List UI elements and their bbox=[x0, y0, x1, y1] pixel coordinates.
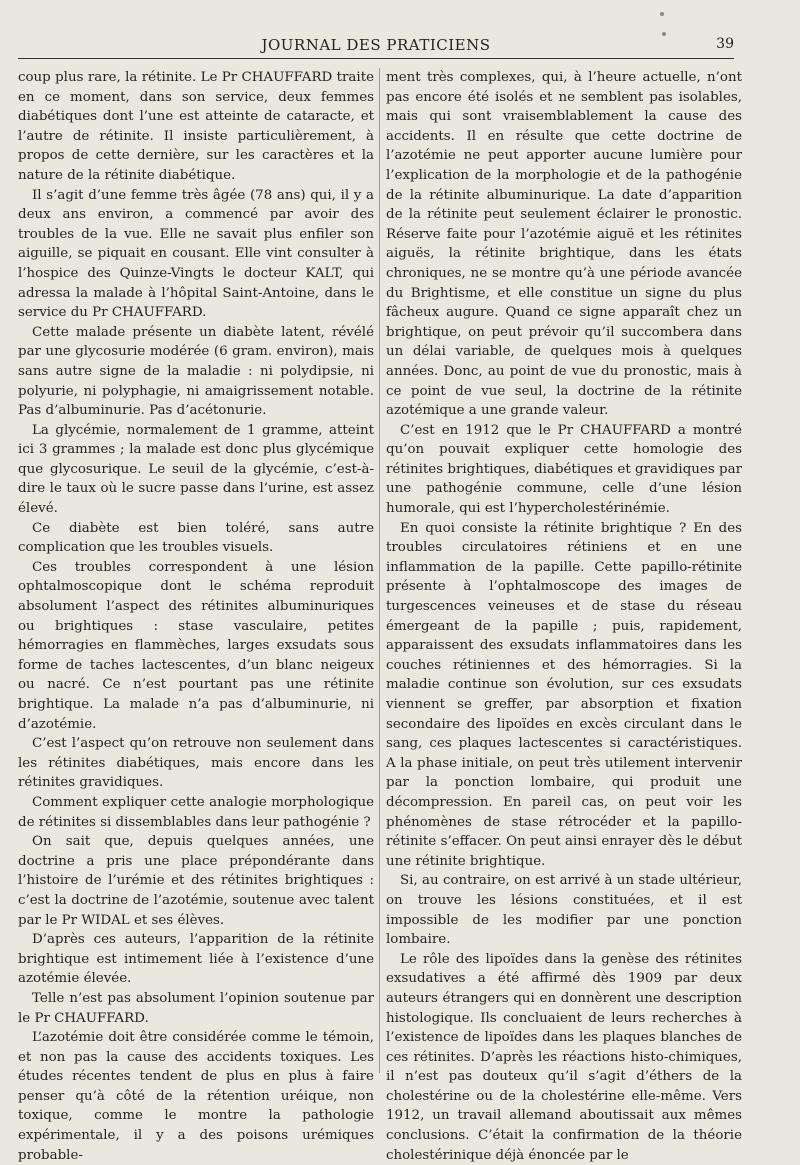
paragraph: ment très complexes, qui, à l’heure actuelle, n’ont pas encore été isolés et ne semblent pas isolables, mais qui sont vraisemblablement la cause des accidents. Il en résulte que cette doctrine de l’azotémie ne peut apporter aucune lumière pour l’explication de la morphologie et de la pathogénie de la rétinite albuminurique. La date d’apparition de la rétinite peut seulement éclairer le pronostic. Réserve faite pour l’azotémie aiguë et les rétinites aiguës, la rétinite brightique, dans les états chroniques, ne se montre qu’à une période avancée du Brightisme, et elle constitue un signe du plus fâcheux augure. Quand ce signe apparaît chez un brightique, on peut prévoir qu’il succombera dans un délai variable, de quelques mois à quelques années. Donc, au point de vue du pronostic, mais à ce point de vue seul, la doctrine de la rétinite azotémique a une grande valeur. bbox=[386, 70, 742, 419]
paragraph: coup plus rare, la rétinite. Le Pr CHAUFFARD traite en ce moment, dans son service, deux femmes diabétiques dont l’une est atteinte de cataracte, et l’autre de rétinite. Il insiste particulièrement, à propos de cette dernière, sur les caractères et la nature de la rétinite diabétique. bbox=[18, 70, 374, 183]
paragraph: C’est l’aspect qu’on retrouve non seulement dans les rétinites diabétiques, mais encore dans les rétinites gravidiques. bbox=[18, 736, 374, 791]
paragraph: D’après ces auteurs, l’apparition de la rétinite brightique est intimement liée à l’existence d’une azotémie élevée. bbox=[18, 932, 374, 987]
column-divider bbox=[379, 68, 380, 1073]
paragraph: Telle n’est pas absolument l’opinion soutenue par le Pr CHAUFFARD. bbox=[18, 990, 374, 1026]
page-number: 39 bbox=[716, 36, 734, 52]
ink-speck bbox=[662, 32, 666, 36]
ink-speck bbox=[660, 12, 664, 16]
paragraph: Si, au contraire, on est arrivé à un stade ultérieur, on trouve les lésions constituées, et il est impossible de les modifier par une ponction lombaire. bbox=[386, 873, 742, 948]
paragraph: Comment expliquer cette analogie morphologique de rétinites si dissemblables dans leur pathogénie ? bbox=[18, 794, 374, 830]
paragraph: En quoi consiste la rétinite brightique ? En des troubles circulatoires rétiniens et en une inflammation de la papille. Cette papillo-rétinite présente à l’ophtalmoscope des images de turgescences veineuses et de stase du réseau émergeant de la papille ; puis, rapidement, apparaissent des exsudats inflammatoires dans les couches rétiniennes et des hémorragies. Si la maladie continue son évolution, sur ces exsudats viennent se greffer, par absorption et fixation secondaire des lipoïdes en excès circulant dans le sang, ces plaques lactescentes si caractéristiques. A la phase initiale, on peut très utilement intervenir par la ponction lombaire, qui produit une décompression. En pareil cas, on peut voir les phénomènes de stase rétrocéder et la papillo-rétinite s’effacer. On peut ainsi enrayer dès le début une rétinite brightique. bbox=[386, 520, 742, 869]
paragraph: Cette malade présente un diabète latent, révélé par une glycosurie modérée (6 gram. environ), mais sans autre signe de la maladie : ni polydipsie, ni polyurie, ni polyphagie, ni amaigrissement notable. Pas d’albuminurie. Pas d’acétonurie. bbox=[18, 324, 374, 419]
paragraph: Ce diabète est bien toléré, sans autre complication que les troubles visuels. bbox=[18, 520, 374, 556]
paragraph: On sait que, depuis quelques années, une doctrine a pris une place prépondérante dans l’histoire de l’urémie et des rétinites brightiques : c’est la doctrine de l’azotémie, soutenue avec talent par le Pr WIDAL et ses élèves. bbox=[18, 834, 374, 928]
paragraph: Le rôle des lipoïdes dans la genèse des rétinites exsudatives a été affirmé dès 1909 par deux auteurs étrangers qui en donnèrent une description histologique. Ils concluaient de leurs recherches à l’existence de lipoïdes dans les plaques blanches de ces rétinites. D’après les réactions histo-chimiques, il n’est pas douteux qu’il s’agit d’éthers de la cholestérine ou de la cholestérine elle-même. Vers 1912, un travail allemand aboutissait aux mêmes conclusions. C’était la confirmation de la théorie cholestérinique déjà énoncée par le bbox=[386, 951, 742, 1163]
paragraph: L’azotémie doit être considérée comme le témoin, et non pas la cause des accidents toxiques. Les études récentes tendent de plus en plus à faire penser qu’à côté de la rétention uréique, non toxique, comme le montre la pathologie expérimentale, il y a des poisons urémiques probable- bbox=[18, 1030, 374, 1163]
right-column bbox=[386, 68, 742, 1165]
journal-title: JOURNAL DES PRATICIENS bbox=[261, 36, 491, 54]
paragraph: Il s’agit d’une femme très âgée (78 ans) qui, il y a deux ans environ, a commencé par avoir des troubles de la vue. Elle ne savait plus enfiler son aiguille, se piquait en cousant. Elle vint consulter à l’hospice des Quinze-Vingts le docteur KALT, qui adressa la malade à l’hôpital Saint-Antoine, dans le service du Pr CHAUFFARD. bbox=[18, 187, 374, 321]
paragraph: Ces troubles correspondent à une lésion ophtalmoscopique dont le schéma reproduit absolument l’aspect des rétinites albuminuriques ou brightiques : stase vasculaire, petites hémorragies en flammèches, larges exsudats sous forme de taches lactescentes, d’un blanc neigeux ou nacré. Ce n’est pourtant pas une rétinite brightique. La malade n’a pas d’albuminurie, ni d’azotémie. bbox=[18, 559, 374, 732]
left-column bbox=[18, 68, 374, 1165]
paragraph: La glycémie, normalement de 1 gramme, atteint ici 3 grammes ; la malade est donc plus glycémique que glycosurique. Le seuil de la glycémie, c’est-à-dire le taux où le sucre passe dans l’urine, est assez élevé. bbox=[18, 422, 374, 517]
page-header bbox=[18, 28, 734, 59]
paragraph: C’est en 1912 que le Pr CHAUFFARD a montré qu’on pouvait expliquer cette homologie des rétinites brightiques, diabétiques et gravidiques par une pathogénie commune, celle d’une lésion humorale, qui est l’hypercholestérinémie. bbox=[386, 422, 742, 517]
